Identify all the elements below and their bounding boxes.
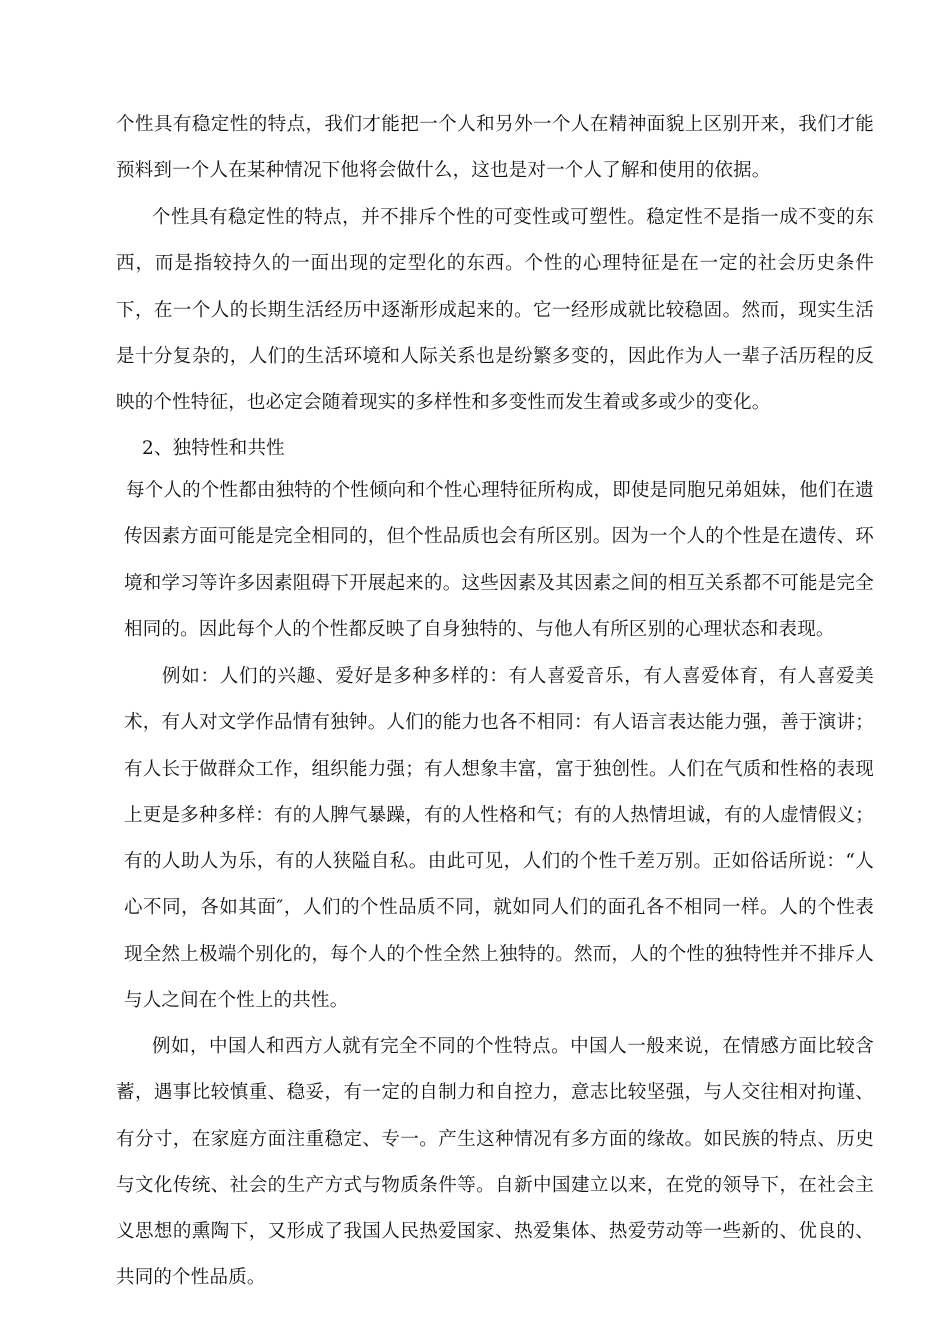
paragraph-uniqueness: 每个人的个性都由独特的个性倾向和个性心理特征所构成，即使是同胞兄弟姐妹，他们在遗传因素方面可能是完全相同的，但个性品质也会有所区别。因为一个人的个性是在遗传、环境和学习等许多因素阻碍下开展起来的。这些因素及其因素之间的相互关系都不可能是完全相同的。因此每个人的个性都反映了自身独特的、与他人有所区别的心理状态和表现。 <box>124 480 875 640</box>
paragraph-stability-variability: 个性具有稳定性的特点，并不排斥个性的可变性或可塑性。稳定性不是指一成不变的东西，而是指较持久的一面出现的定型化的东西。个性的心理特征是在一定的社会历史条件下，在一个人的长期生活经历中逐渐形成起来的。它一经形成就比较稳固。然而，现实生活是十分复杂的，人们的生活环境和人际关系也是纷繁多变的，因此作为人一辈子活历程的反映的个性特征，也必定会随着现实的多样性和多变性而发生着或多或少的变化。 <box>116 207 874 414</box>
paragraph-stability-intro: 个性具有稳定性的特点，我们才能把一个人和另外一个人在精神面貌上区别开来，我们才能预料到一个人在某种情况下他将会做什么，这也是对一个人了解和使用的依据。 <box>116 114 874 182</box>
paragraph-interest-examples: 例如：人们的兴趣、爱好是多种多样的：有人喜爱音乐，有人喜爱体育，有人喜爱美术，有人对文学作品情有独钟。人们的能力也各不相同：有人语言表达能力强，善于演讲；有人长于做群众工作，组织能力强；有人想象丰富，富于独创性。人们在气质和性格的表现上更是多种多样：有的人脾气暴躁，有的人性格和气；有的人热情坦诚，有的人虚情假义；有的人助人为乐，有的人狭隘自私。由此可见，人们的个性千差万别。正如俗话所说：“人心不同，各如其面″，人们的个性品质不同，就如同人们的面孔各不相同一样。人的个性表现全然上极端个别化的，每个人的个性全然上独特的。然而，人的个性的独特性并不排斥人与人之间在个性上的共性。 <box>124 666 874 1012</box>
paragraph-chinese-western-example: 例如，中国人和西方人就有完全不同的个性特点。中国人一般来说，在情感方面比较含蓄，遇事比较慎重、稳妥，有一定的自制力和自控力，意志比较坚强，与人交往相对拘谨、有分寸，在家庭方面注重稳定、专一。产生这种情况有多方面的缘故。如民族的特点、历史与文化传统、社会的生产方式与物质条件等。自新中国建立以来，在党的领导下，在社会主义思想的熏陶下，又形成了我国人民热爱国家、热爱集体、热爱劳动等一些新的、优良的、共同的个性品质。 <box>116 1036 874 1289</box>
section-heading-uniqueness: 2、独特性和共性 <box>142 438 285 459</box>
